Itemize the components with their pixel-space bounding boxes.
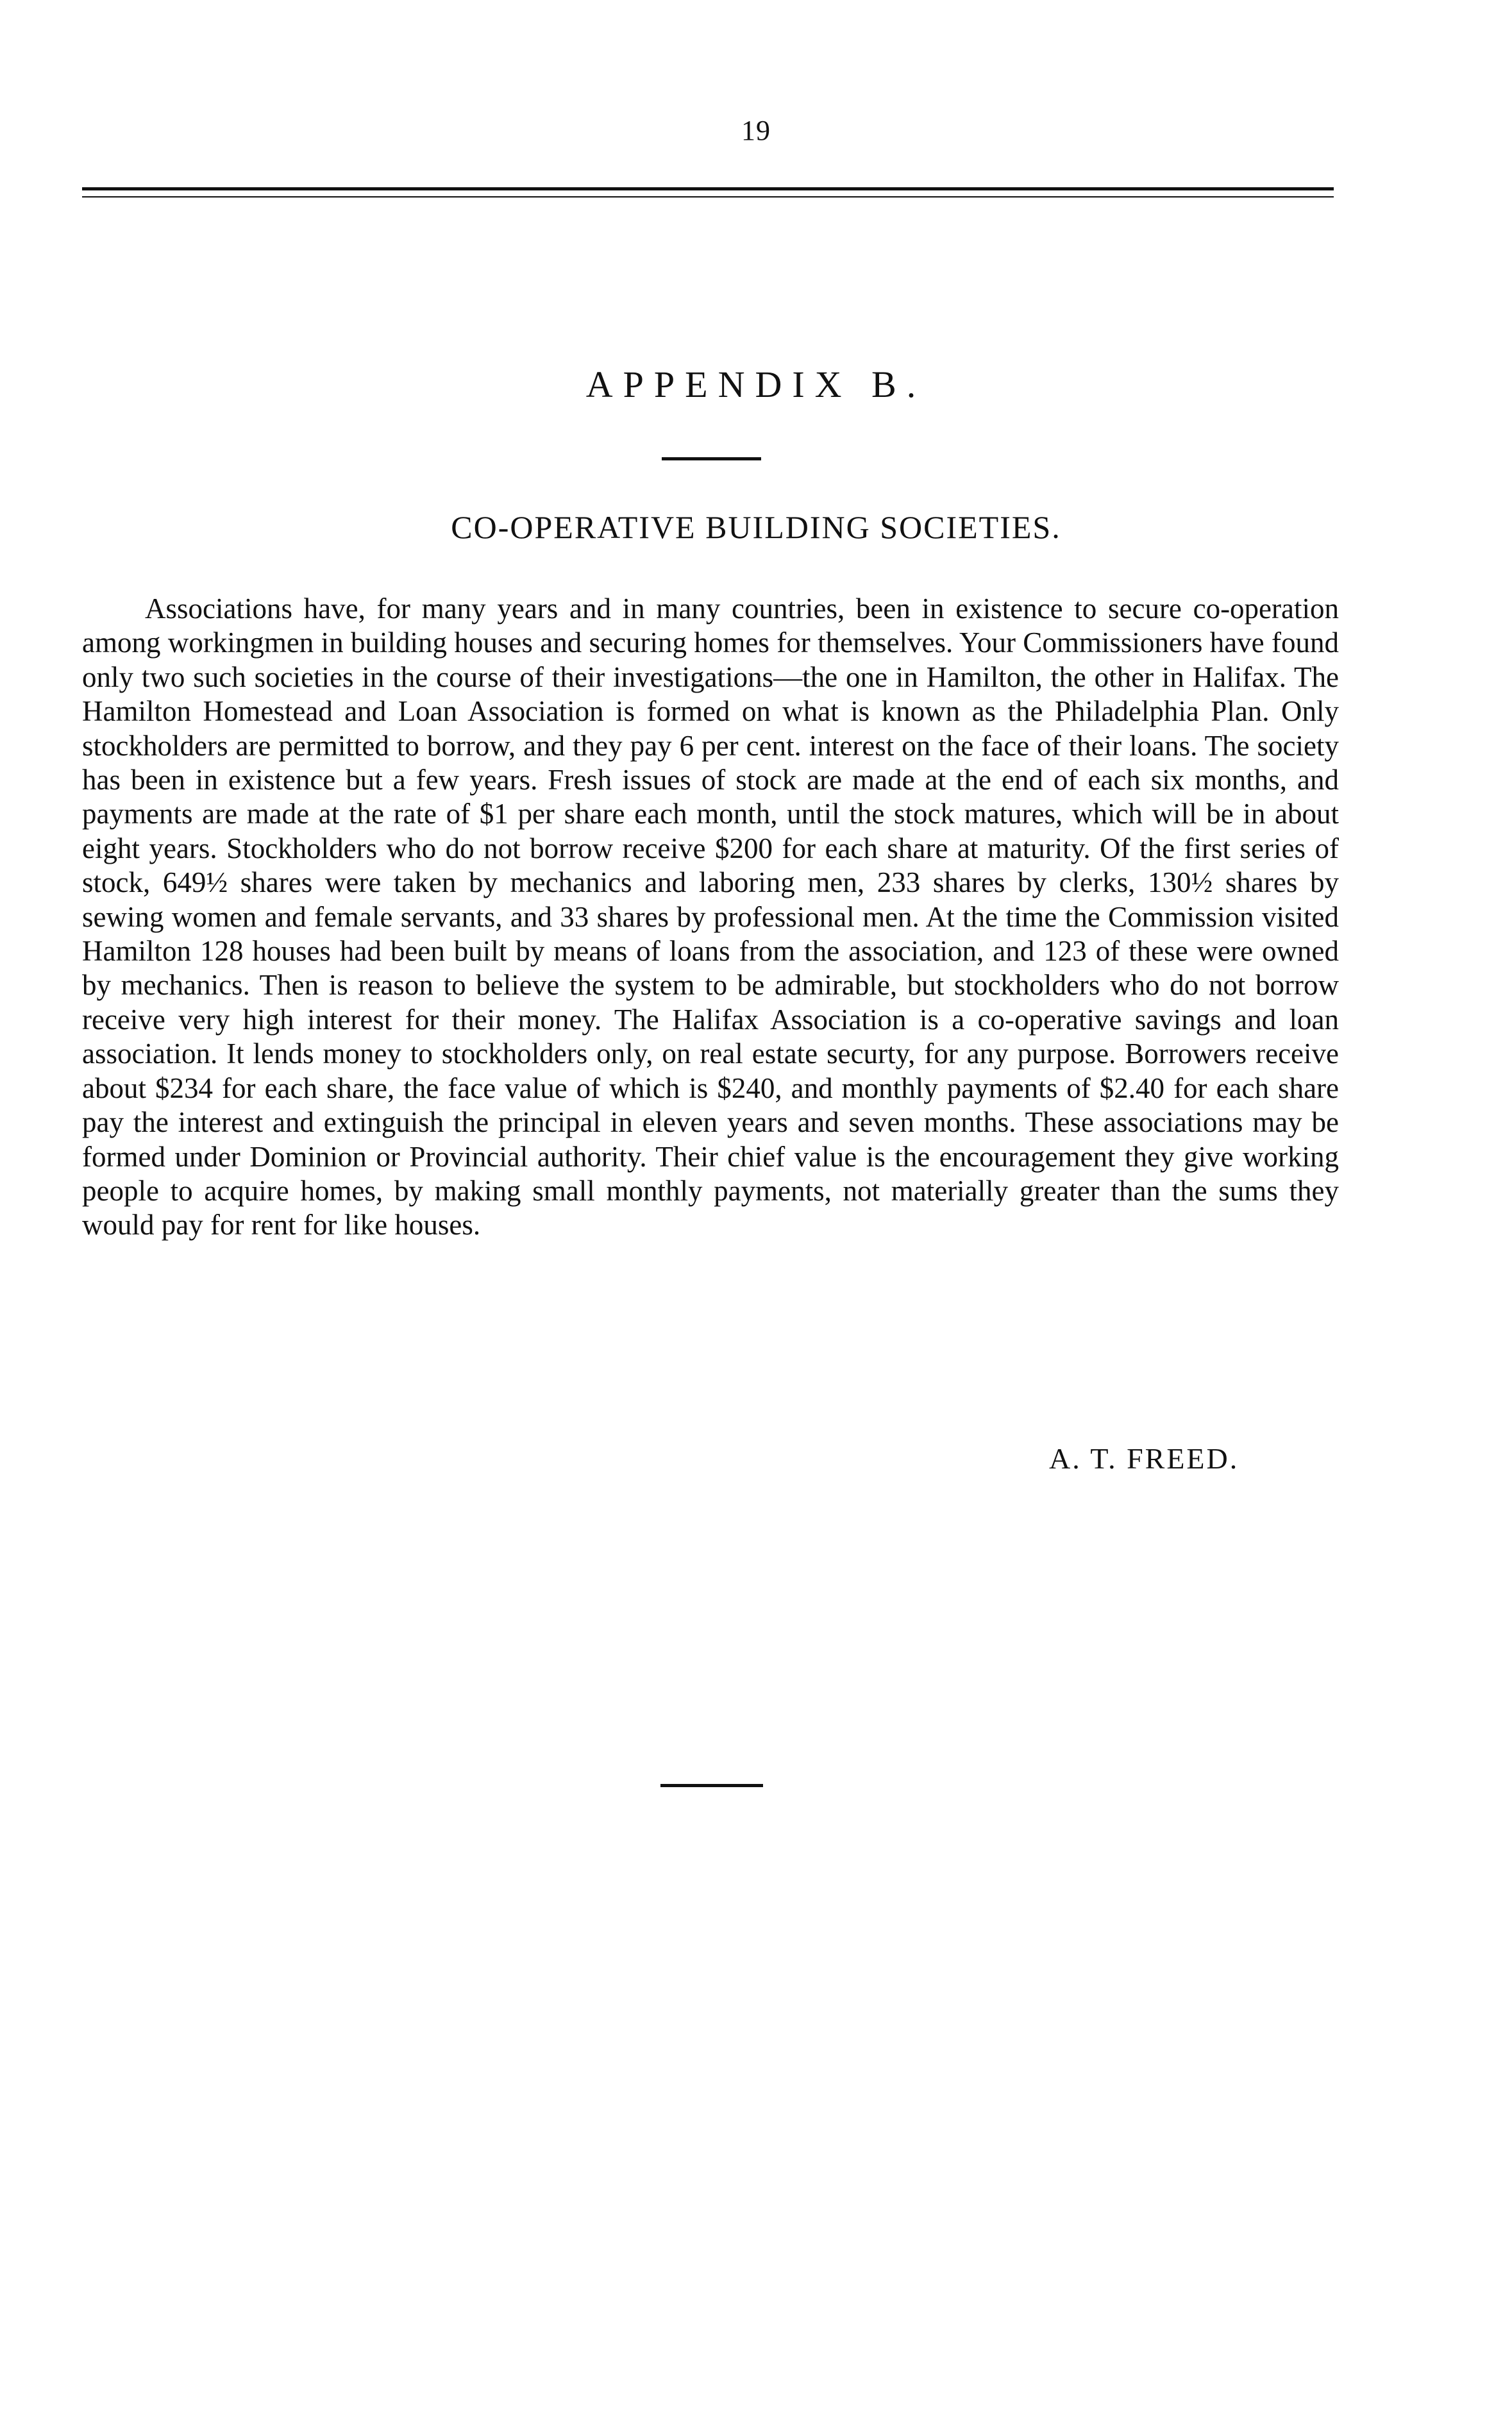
- header-rule-thin: [82, 196, 1334, 198]
- signature: A. T. FREED.: [1049, 1442, 1239, 1475]
- page-number: 19: [741, 115, 771, 146]
- header-rule-thick: [82, 187, 1334, 190]
- section-heading: CO-OPERATIVE BUILDING SOCIETIES.: [451, 509, 1061, 545]
- title-divider: [662, 457, 761, 460]
- appendix-title: APPENDIX B.: [585, 364, 927, 405]
- closing-divider: [660, 1784, 763, 1787]
- body-paragraph: Associations have, for many years and in many countries, been in existence to secure co-operation among workingmen in building houses and securing homes for themselves. Your Commissioners have found only two such societies in the course of their investigations—the one in Hamilton, the other in Halifax. The Hamilton Homestead and Loan Association is formed on what is known as the Philadelphia Plan. Only stockholders are permitted to borrow, and they pay 6 per cent. interest on the face of their loans. The society has been in existence but a few years. Fresh issues of stock are made at the end of each six months, and payments are made at the rate of $1 per share each month, until the stock matures, which will be in about eight years. Stockholders who do not borrow receive $200 for each share at maturity. Of the first series of stock, 649½ shares were taken by mechanics and laboring men, 233 shares by clerks, 130½ shares by sewing women and female servants, and 33 shares by professional men. At the time the Commission visited Hamilton 128 houses had been built by means of loans from the association, and 123 of these were owned by mechanics. Then is reason to believe the system to be admirable, but stockholders who do not borrow receive very high interest for their money. The Halifax Association is a co-operative savings and loan association. It lends money to stockholders only, on real estate securty, for any purpose. Borrowers receive about $234 for each share, the face value of which is $240, and monthly payments of $2.40 for each share pay the interest and extinguish the principal in eleven years and seven months. These associations may be formed under Dominion or Provincial authority. Their chief value is the encouragement they give working people to acquire homes, by making small monthly payments, not materially greater than the sums they would pay for rent for like houses.: [82, 593, 1339, 1241]
